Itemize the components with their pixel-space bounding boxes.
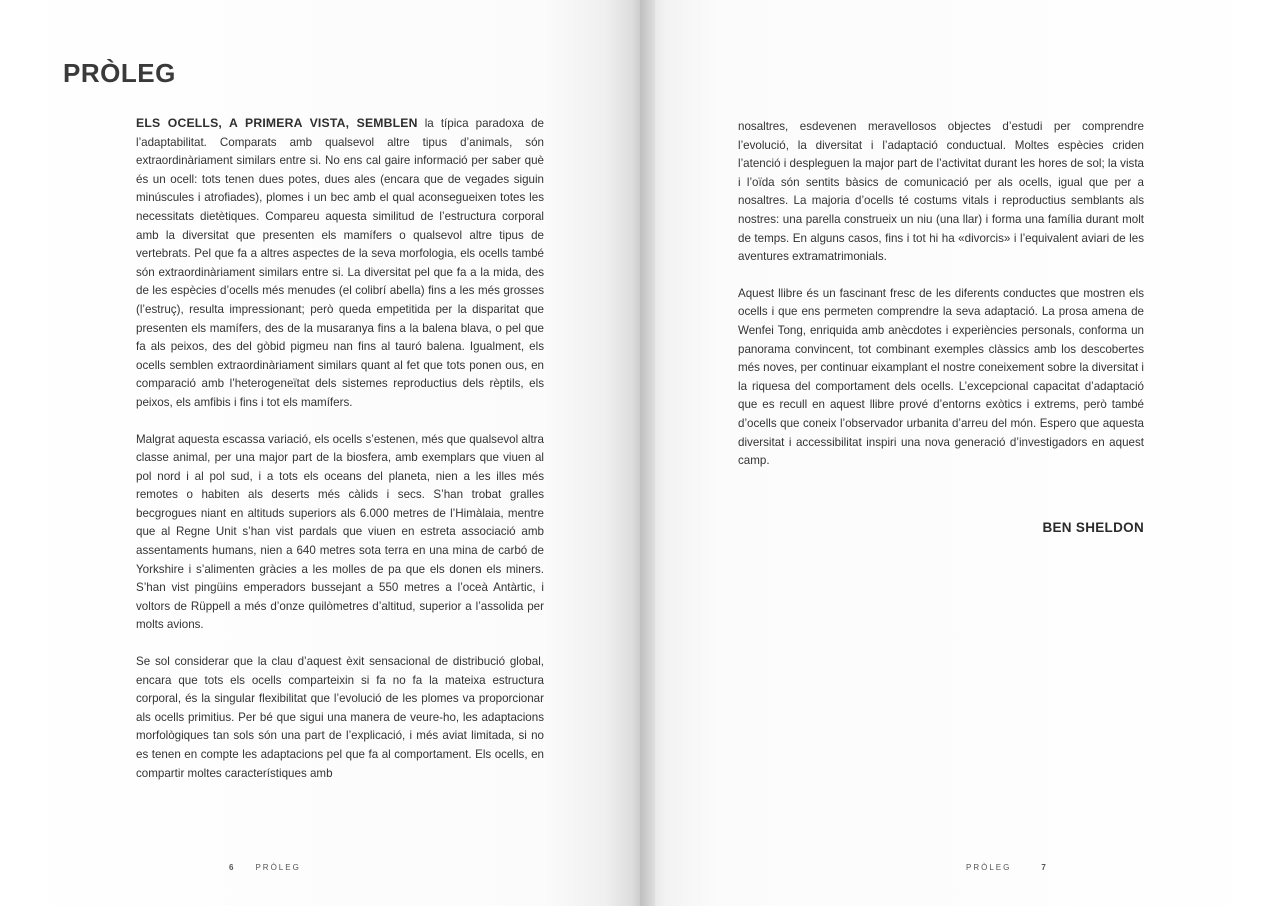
paragraph-3: Se sol considerar que la clau d’aquest èxit sensacional de distribució global, encara que tots els ocells comparteixin si fa no fa la mateixa estructura corporal, és la singular flexibilitat que l’evolució de les plomes va proporcionar als ocells primitius. Per bé que sigui una manera de veure-ho, les adaptacions morfològiques tan sols són una part de l’explicació, i més aviat limitada, si no es tenen en compte les adaptacions pel que fa al comportament. Els ocells, en compartir moltes característiques amb [136,655,544,780]
paragraph-1 [136,114,544,413]
page-number-right: 7 [1041,863,1046,872]
author-signature: BEN SHELDON [1042,520,1144,535]
right-text-column [738,118,1144,489]
paragraph-2: Malgrat aquesta escassa variació, els ocells s’estenen, més que qualsevol altra classe animal, per una major part de la biosfera, amb exemplars que viuen al pol nord i al pol sud, i a tots els oceans del planeta, nien a les illes més remotes o habiten als deserts més càlids i secs. S’han trobat gralles becgrogues niant en altituds superiors als 6.000 metres de l’Himàlaia, mentre que al Regne Unit s’han vist pardals que viuen en estreta associació amb assentaments humans, nien a 640 metres sota terra en una mina de carbó de Yorkshire i s’alimenten gràcies a les molles de pa que els donen els miners. S’han vist pingüins emperadors bussejant a 550 metres a l’oceà Antàrtic, i voltors de Rüppell a més d’onze quilòmetres d’altitud, superior a l’assolida per molts avions. [136,432,544,632]
running-head-right: PRÒLEG [966,863,1012,872]
paragraph-5: Aquest llibre és un fascinant fresc de les diferents conductes que mostren els ocells i que ens permeten comprendre la seva adaptació. La prosa amena de Wenfei Tong, enriquida amb anècdotes i experiències personals, conforma un panorama convincent, tot combinant exemples clàssics amb los descobertes més noves, per continuar eixamplant el nostre coneixement sobre la diversitat i la riquesa del comportament dels ocells. L’excepcional capacitat d’adaptació que es recull en aquest llibre prové d’entorns exòtics i extrems, però també d’ocells que coneix l’observador urbanita d’arreu del món. Espero que aquesta diversitat i accessibilitat inspiri una nova generació d’investigadors en aquest camp. [738,286,1144,468]
folio-right [966,863,1046,872]
folio-left [229,863,301,872]
paragraph-1-text: la típica paradoxa de l’adaptabilitat. Comparats amb qualsevol altre tipus d’animals, són extraordinàriament similars entre si. No ens cal gaire informació per saber què és un ocell: tots tenen dues potes, dues ales (encara que de vegades siguin minúscules i atrofiades), plomes i un bec amb el qual aconsegueixen totes les necessitats dietètiques. Compareu aquesta similitud de l’estructura corporal amb la diversitat que presenten els mamífers o qualsevol altre tipus de vertebrats. Pel que fa a altres aspectes de la seva morfologia, els ocells també són extraordinàriament similars entre si. La diversitat pel que fa a la mida, des de les espècies d’ocells més menudes (el colibrí abella) fins a les més grosses (l’estruç), resulta impressionant; però queda empetitida per la disparitat que presenten els mamífers, des de la musaranya fins a la balena blava, o pel que fa als peixos, des del gòbid pigmeu nan fins al tauró balena. Igualment, els ocells semblen extraordinàriament similars quant al fet que tots ponen ous, en comparació amb l’heterogeneïtat dels sistemes reproductius dels rèptils, els peixos, els amfibis i fins i tot els mamífers. [136,117,544,409]
running-head-left: PRÒLEG [255,863,301,872]
left-text-column [136,114,544,801]
paragraph-4: nosaltres, esdevenen meravellosos objectes d’estudi per comprendre l’evolució, la diversitat i l’adaptació conductual. Moltes espècies criden l’atenció i despleguen la major part de l’activitat durant les hores de sol; la vista i l’oïda són sentits bàsics de comunicació per als ocells, igual que per a nosaltres. La majoria d’ocells té costums vitals i reproductius semblants als nostres: una parella construeix un niu (una llar) i forma una família durant molt de temps. En alguns casos, fins i tot hi ha «divorcis» i l’equivalent aviari de les aventures extramatrimonials. [738,120,1145,264]
page-title: PRÒLEG [63,58,176,88]
lead-in-caps: ELS OCELLS, A PRIMERA VISTA, SEMBLEN [136,116,418,130]
page-number-left: 6 [229,863,234,872]
left-page [0,0,640,906]
